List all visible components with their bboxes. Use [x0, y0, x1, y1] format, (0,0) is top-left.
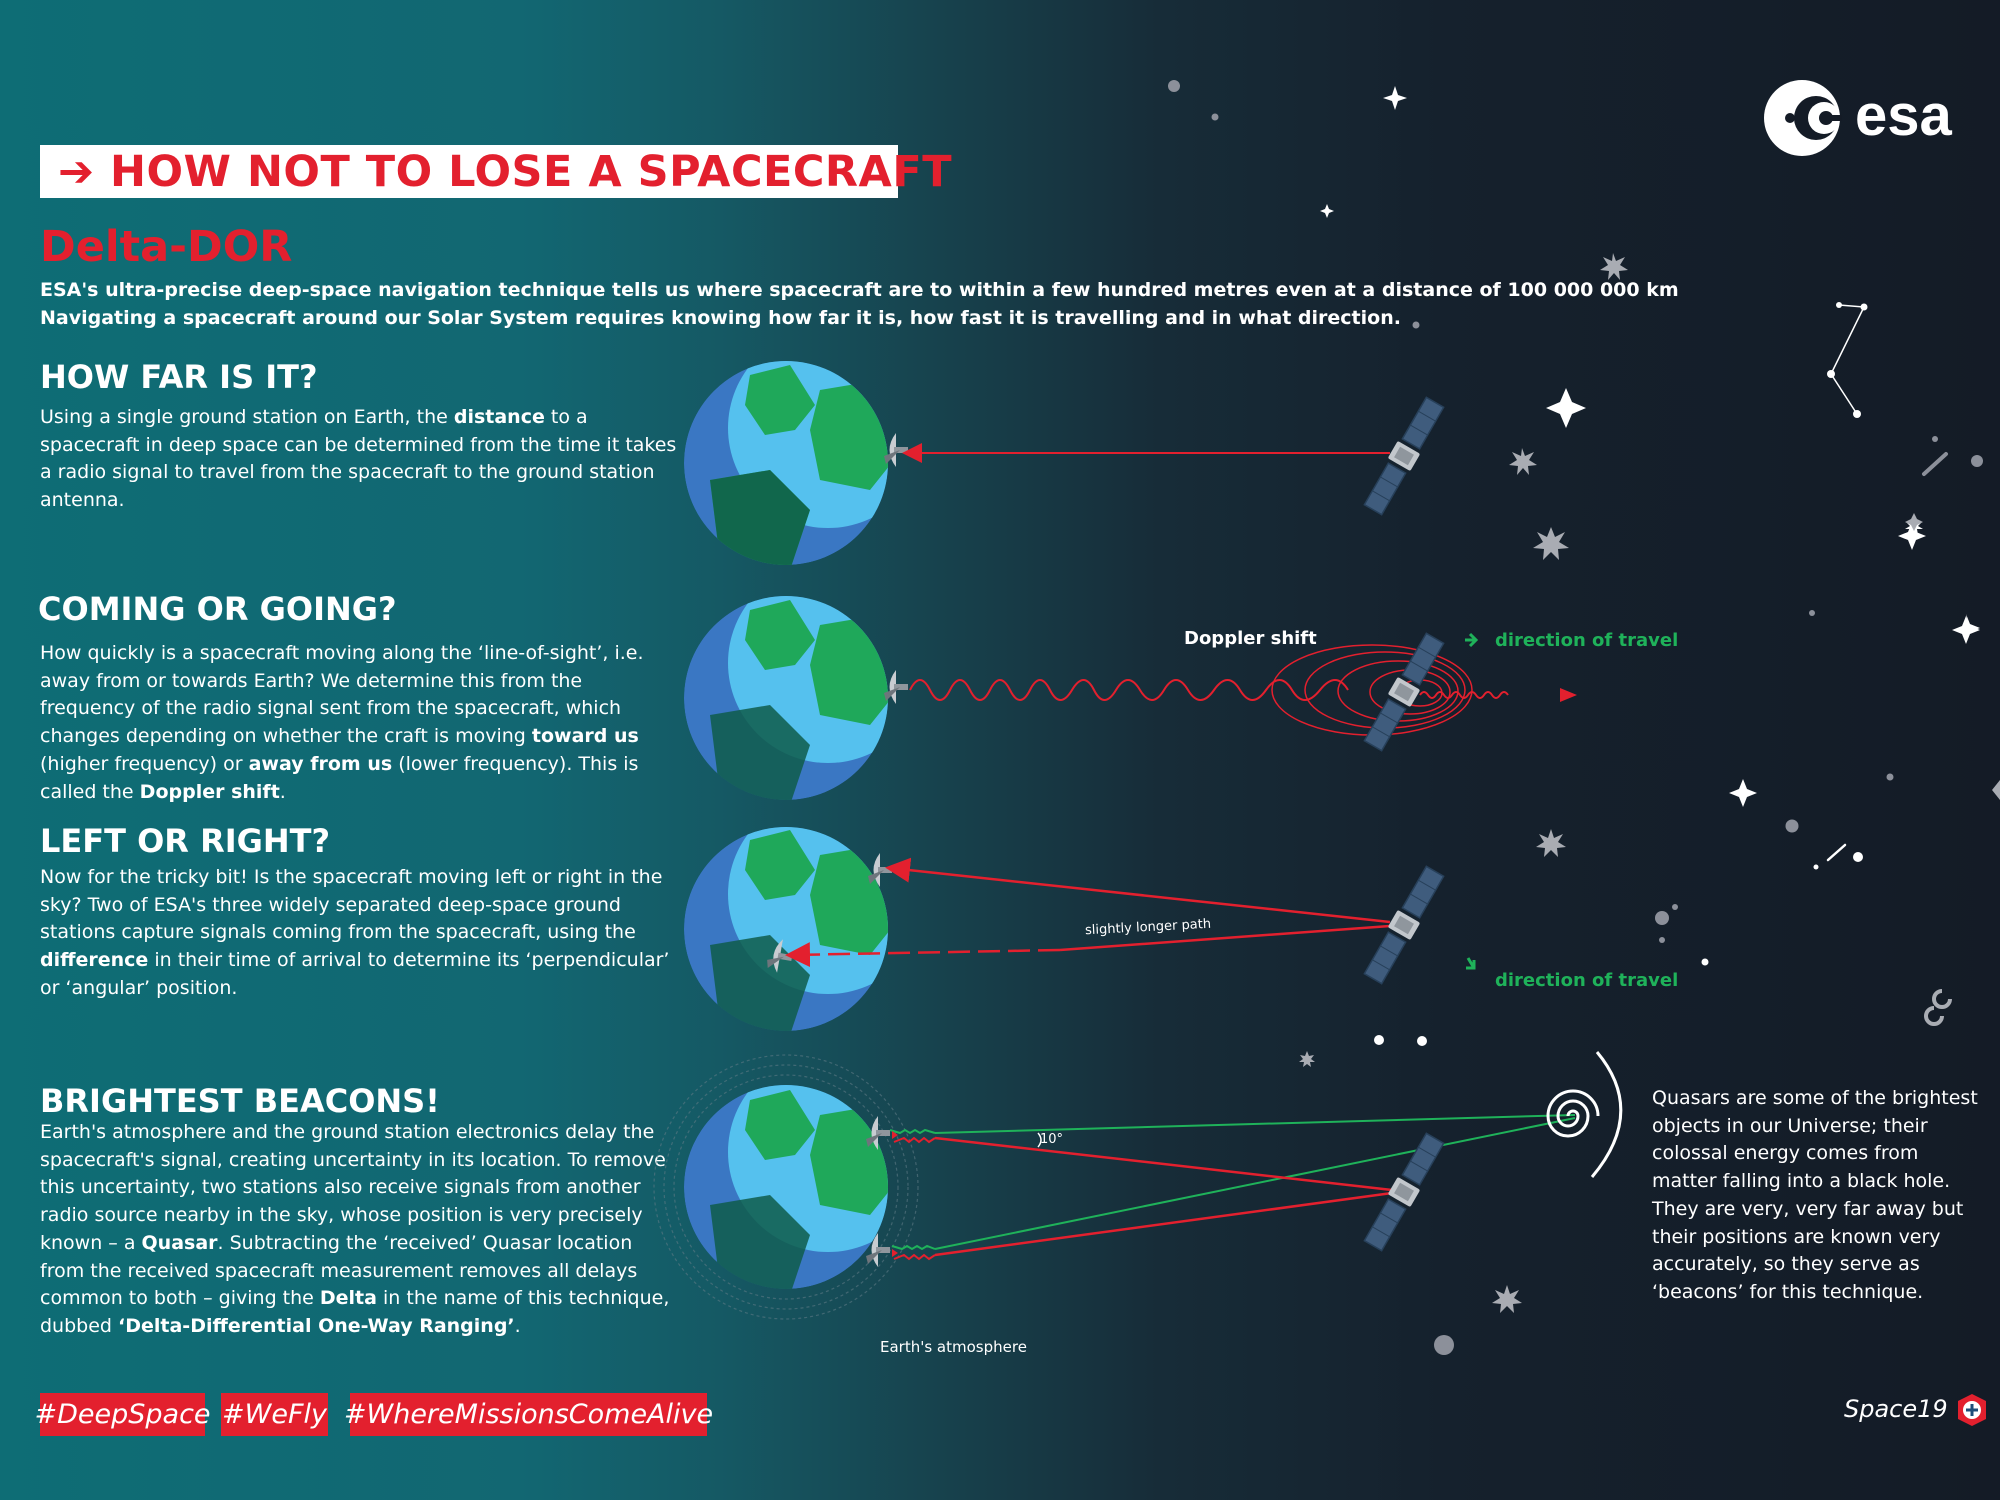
hashtag-wefly[interactable]: #WeFly — [221, 1393, 328, 1436]
body-text: How quickly is a spacecraft moving along the ‘line-of-sight’, i.e. away from or towards Earth? We determine this from the frequency of the radio signal sent from the spacecraft, which changes depending on whether the craft is moving — [40, 642, 644, 748]
intro-line-1: ESA's ultra-precise deep-space navigation technique tells us where spacecraft are to within a few hundred metres even at a distance of 100 000 000 km — [40, 279, 1679, 301]
intro-line-2: Navigating a spacecraft around our Solar System requires knowing how far it is, how fast it is travelling and in what direction. — [40, 307, 1401, 329]
space19-label: Space19 — [1844, 1395, 1948, 1423]
body-text: . — [279, 780, 286, 803]
quasar-icon — [1548, 1052, 1621, 1177]
section-heading-left-right: LEFT OR RIGHT? — [40, 822, 331, 860]
body-text: . Subtracting the ‘received’ Quasar location from the received spacecraft measurement removes all delays common to both – giving the — [40, 1231, 638, 1310]
earth-4 — [684, 1052, 928, 1295]
section-heading-brightest-beacons: BRIGHTEST BEACONS! — [40, 1082, 440, 1120]
body-text: Using a single ground station on Earth, the — [40, 406, 454, 428]
body-text: Earth's atmosphere and the ground station electronics delay the spacecraft's signal, creating uncertainty in its location. To remove this uncertainty, two stations also receive signals from another radio source nearby in the sky, whose position is very precisely known – a — [40, 1121, 666, 1254]
section-heading-coming-going: COMING OR GOING? — [38, 590, 397, 628]
emphasis-text: Delta — [319, 1287, 377, 1310]
label-slightly-longer-path: slightly longer path — [1084, 916, 1212, 939]
label-direction-of-travel-1: direction of travel — [1495, 630, 1679, 651]
earth-3 — [684, 794, 928, 1035]
emphasis-text: ‘Delta-Differential One-Way Ranging’ — [118, 1314, 515, 1337]
body-text: in their time of arrival to determine its ‘perpendicular’ or ‘angular’ position. — [40, 949, 670, 999]
body-text: Now for the tricky bit! Is the spacecraft moving left or right in the sky? Two of ESA's three widely separated deep-space ground stations capture signals coming from the spacecraft, using the — [40, 866, 663, 944]
body-text: in the name of this technique, dubbed — [40, 1287, 670, 1337]
main-title: ➔ HOW NOT TO LOSE A SPACECRAFT — [58, 146, 953, 197]
hashtag-deepspace[interactable]: #DeepSpace — [40, 1393, 205, 1436]
emphasis-text: Doppler shift — [139, 780, 280, 803]
space19-icon — [1955, 1393, 1989, 1427]
subtitle-delta-dor: Delta-DOR — [40, 222, 293, 272]
body-text: (higher frequency) or — [40, 752, 249, 775]
label-direction-of-travel-2: direction of travel — [1495, 970, 1679, 991]
label-earths-atmosphere: Earth's atmosphere — [880, 1338, 1027, 1356]
emphasis-text: away from us — [248, 752, 393, 775]
quasar-description: Quasars are some of the brightest objects in our Universe; their colossal energy comes from matter falling into a black hole. They are very, very far away but their positions are known very accurately, so they serve as ‘beacons’ for this technique. — [1652, 1087, 1978, 1303]
emphasis-text: Quasar — [141, 1231, 218, 1254]
emphasis-text: distance — [453, 406, 545, 428]
body-text: to a spacecraft in deep space can be determined from the time it takes a radio signal to travel from the spacecraft to the ground station antenna. — [40, 406, 677, 512]
emphasis-text: difference — [40, 949, 149, 972]
space19-brand — [1844, 1393, 1989, 1427]
emphasis-text: toward us — [531, 725, 639, 748]
label-angle: 10° — [1040, 1132, 1064, 1147]
body-text: . — [514, 1314, 521, 1337]
svg-text:esa: esa — [1855, 83, 1952, 148]
label-doppler-shift: Doppler shift — [1184, 628, 1317, 649]
section-heading-how-far: HOW FAR IS IT? — [40, 358, 318, 396]
hashtag-wheremissionscomealive[interactable]: #WhereMissionsComeAlive — [350, 1393, 707, 1436]
body-text: (lower frequency). This is called the — [40, 752, 639, 803]
